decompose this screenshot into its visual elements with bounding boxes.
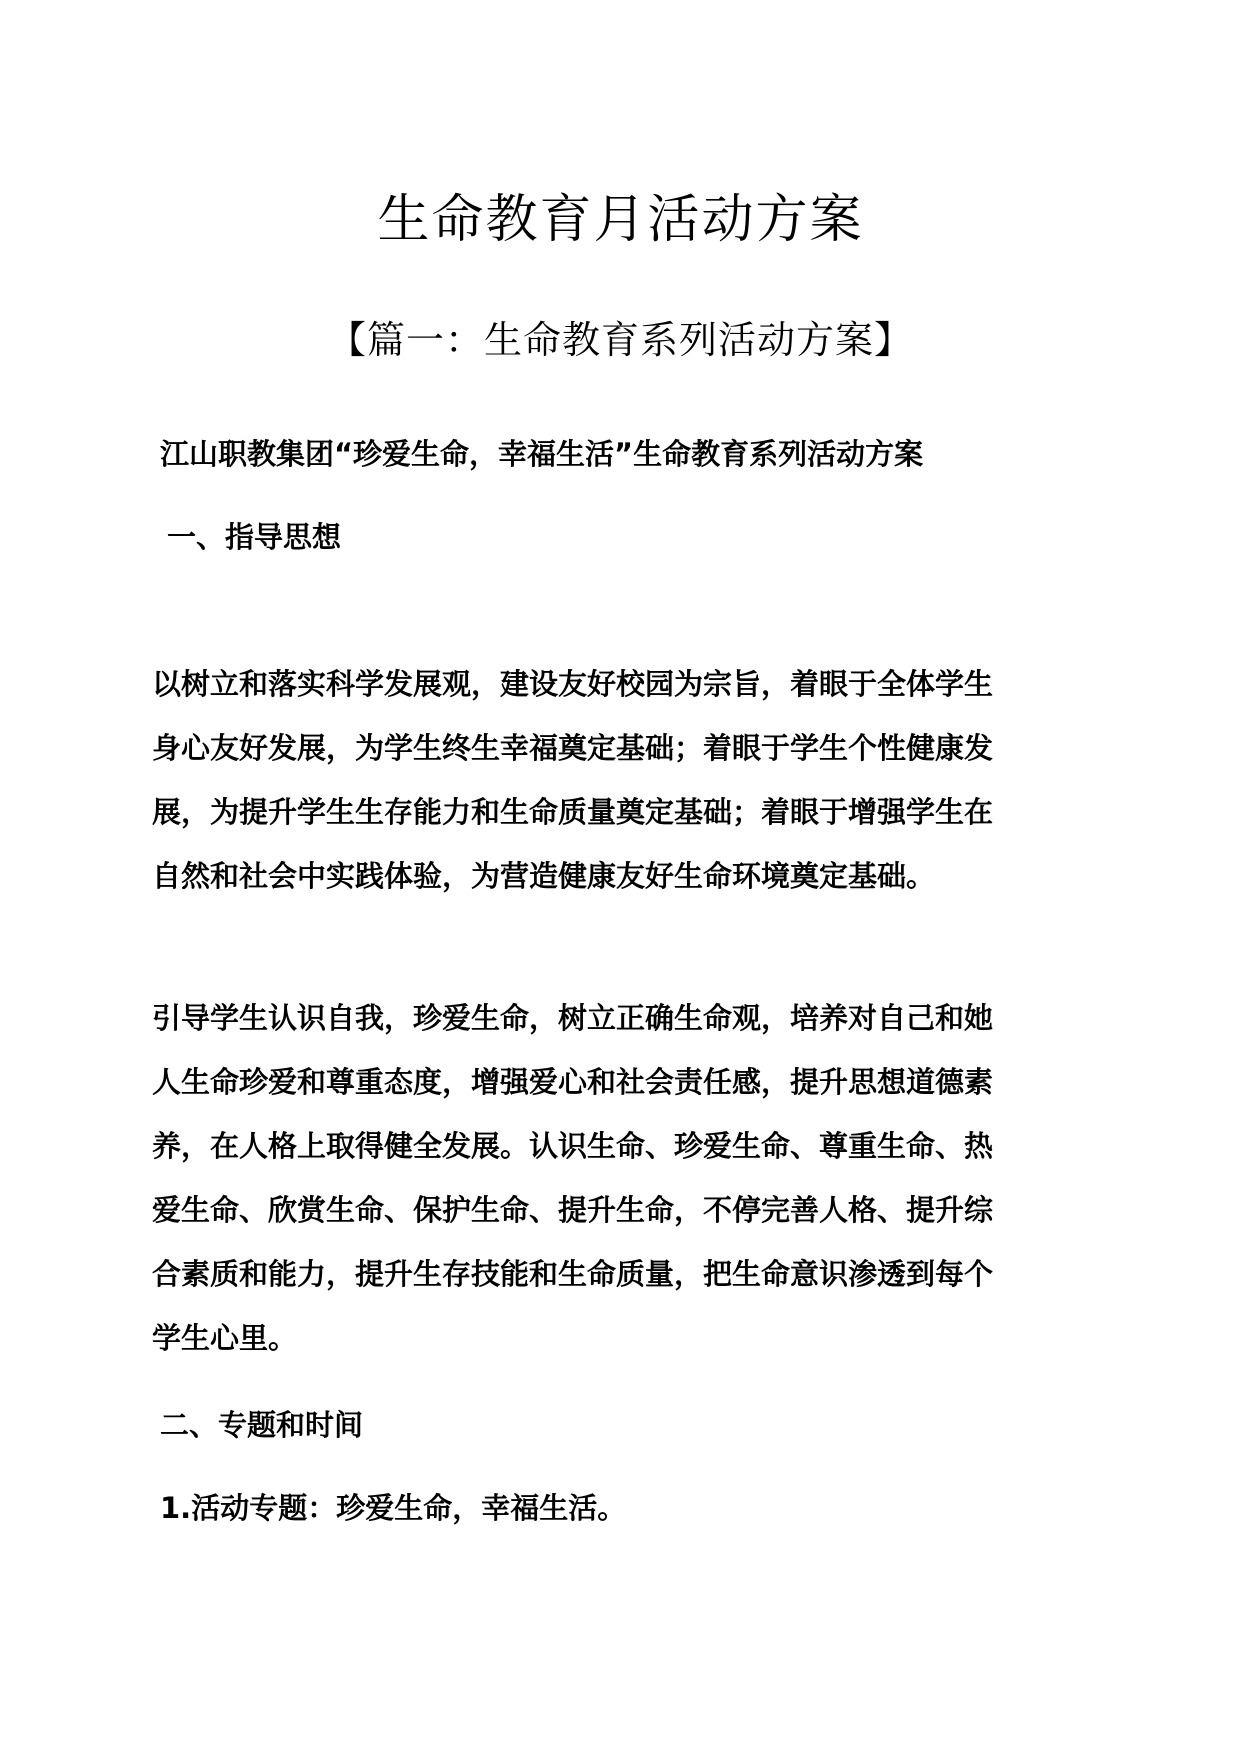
paragraph-line: 学生心里。 <box>152 1321 298 1355</box>
paragraph-line: 养，在人格上取得健全发展。认识生命、珍爱生命、尊重生命、热 <box>152 1129 994 1163</box>
document-title: 生命教育月活动方案 <box>377 189 864 250</box>
paragraph-goals <box>152 986 1058 1370</box>
section-heading-topic-and-time: 二、专题和时间 <box>160 1408 364 1442</box>
list-item-activity-topic: 1.活动专题：珍爱生命，幸福生活。 <box>160 1491 627 1525</box>
section-heading-guiding-ideology: 一、指导思想 <box>167 520 342 554</box>
plan-heading: 江山职教集团“珍爱生命，幸福生活”生命教育系列活动方案 <box>160 437 924 471</box>
paragraph-line: 合素质和能力，提升生存技能和生命质量，把生命意识渗透到每个 <box>152 1257 994 1291</box>
paragraph-line: 爱生命、欣赏生命、保护生命、提升生命，不停完善人格、提升综 <box>152 1193 994 1227</box>
paragraph-line: 自然和社会中实践体验，为营造健康友好生命环境奠定基础。 <box>152 859 936 893</box>
paragraph-guiding-ideology <box>152 652 1058 908</box>
paragraph-line: 身心友好发展，为学生终生幸福奠定基础；着眼于学生个性健康发 <box>152 731 994 765</box>
paragraph-line: 引导学生认识自我，珍爱生命，树立正确生命观，培养对自己和她 <box>152 1001 994 1035</box>
paragraph-line: 人生命珍爱和尊重态度，增强爱心和社会责任感，提升思想道德素 <box>152 1065 994 1099</box>
paragraph-line: 以树立和落实科学发展观，建设友好校园为宗旨，着眼于全体学生 <box>152 667 994 701</box>
document-subtitle: 【篇一：生命教育系列活动方案】 <box>327 317 913 362</box>
paragraph-line: 展，为提升学生生存能力和生命质量奠定基础；着眼于增强学生在 <box>152 795 994 829</box>
